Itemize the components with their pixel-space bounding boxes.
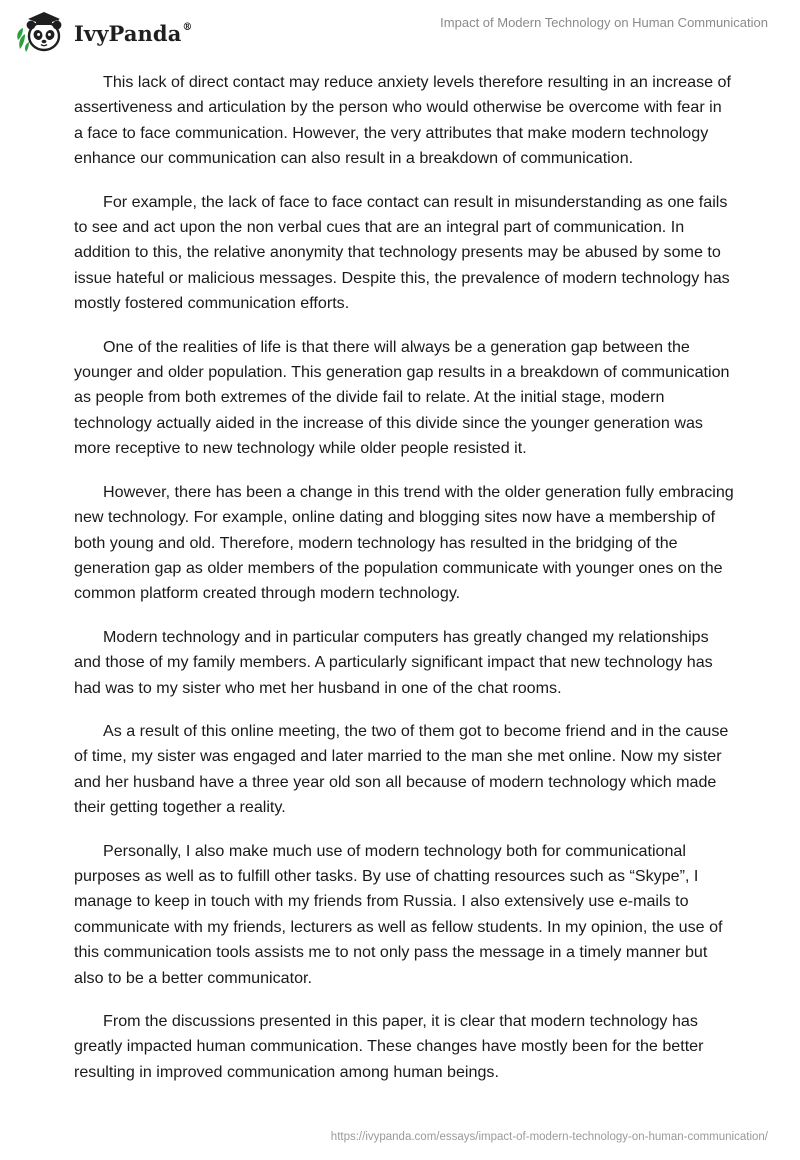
paragraph: This lack of direct contact may reduce anxiety levels therefore resulting in an increase of assertiveness and articulation by the person who would otherwise be overcome with fear in a face to face communication. However, the very attributes that make modern technology enhance our communication can also result in a breakdown of communication.	[74, 73, 731, 168]
page-header	[0, 0, 800, 64]
logo-wordmark	[74, 21, 193, 46]
ivypanda-logo[interactable]	[14, 8, 193, 56]
paragraph: One of the realities of life is that there will always be a generation gap between the younger and older population. This generation gap results in a breakdown of communication as people from both extremes of the divide fail to relate. At the initial stage, modern technology actually aided in the increase of this divide since the younger generation was more receptive to new technology while older people resisted it.	[74, 337, 730, 458]
paragraph: Personally, I also make much use of modern technology both for communicational purposes as well as to fulfill other tasks. By use of chatting resources such as “Skype”, I manage to keep in touch with my friends from Russia. I also extensively use e-mails to communicate with my friends, lecturers as well as fellow students. In my opinion, the use of this communication tools assists me to not only pass the message in a timely manner but also to be a better communicator.	[74, 841, 723, 987]
paragraph: However, there has been a change in this trend with the older generation fully embracing new technology. For example, online dating and blogging sites now have a membership of both young and old. Therefore, modern technology has resulted in the bridging of the generation gap as older members of the population communicate with younger ones on the common platform created through modern technology.	[74, 482, 734, 603]
brand-name: IvyPanda	[74, 20, 182, 46]
paragraph: From the discussions presented in this paper, it is clear that modern technology has greatly impacted human communication. These changes have mostly been for the better resulting in improved communication among human beings.	[74, 1012, 704, 1081]
paragraph: As a result of this online meeting, the two of them got to become friend and in the cause of time, my sister was engaged and later married to the man she met online. Now my sister and her husband have a three year old son all because of modern technology which made their getting together a reality.	[74, 721, 729, 817]
panda-graduate-icon	[14, 9, 70, 55]
essay-body	[74, 70, 734, 1103]
registered-mark: ®	[182, 21, 193, 33]
paragraph: For example, the lack of face to face contact can result in misunderstanding as one fails to see and act upon the non verbal cues that are an integral part of communication. In addition to this, the relative anonymity that technology presents may be abused by some to issue hateful or malicious messages. Despite this, the prevalence of modern technology has mostly fostered communication efforts.	[74, 192, 730, 313]
source-url[interactable]: https://ivypanda.com/essays/impact-of-modern-technology-on-human-communication/	[330, 1131, 768, 1143]
running-title: Impact of Modern Technology on Human Communication	[440, 15, 768, 30]
paragraph: Modern technology and in particular computers has greatly changed my relationships and those of my family members. A particularly significant impact that new technology has had was to my sister who met her husband in one of the chat rooms.	[74, 627, 713, 697]
